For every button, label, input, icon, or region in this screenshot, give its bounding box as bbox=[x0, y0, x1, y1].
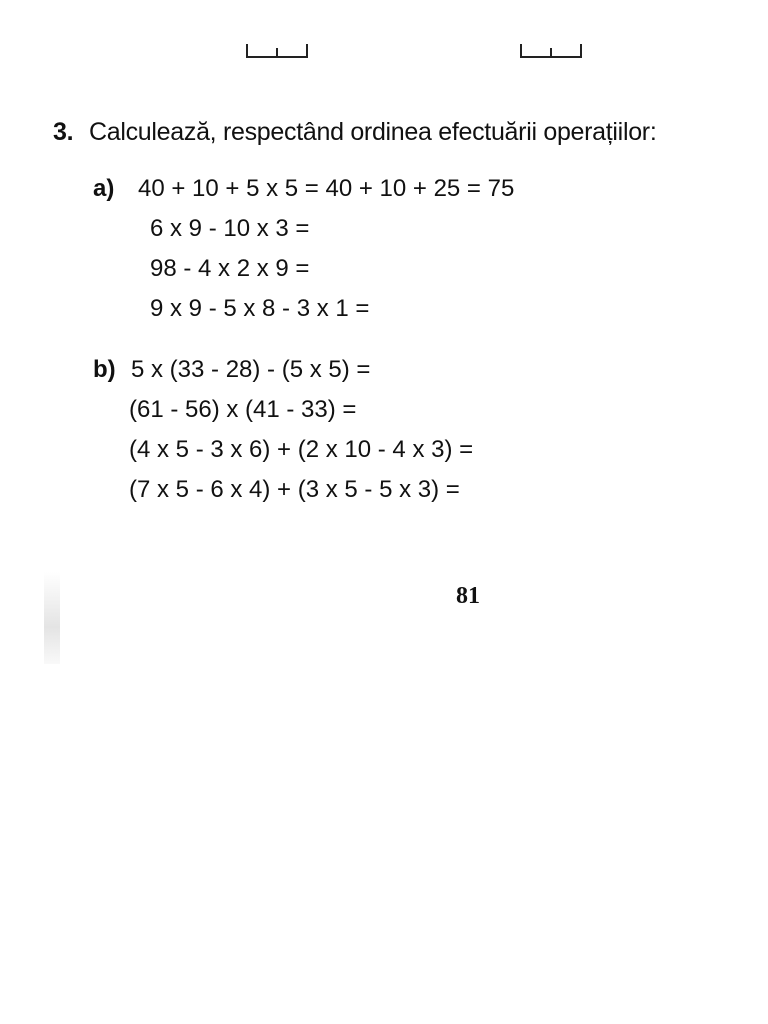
answer-box-divider bbox=[550, 48, 552, 56]
part-b-label: b) bbox=[93, 356, 116, 383]
equation-a2: 6 x 9 - 10 x 3 = bbox=[150, 215, 310, 242]
part-a-label: a) bbox=[93, 175, 115, 202]
equation-a4: 9 x 9 - 5 x 8 - 3 x 1 = bbox=[150, 295, 370, 322]
equation-b2: (61 - 56) x (41 - 33) = bbox=[129, 396, 357, 423]
exercise-3 bbox=[53, 114, 753, 503]
exercise-number: 3. bbox=[53, 118, 74, 146]
equation-a1: 40 + 10 + 5 x 5 = 40 + 10 + 25 = 75 bbox=[138, 175, 515, 202]
answer-box-left bbox=[246, 44, 308, 58]
equation-a3: 98 - 4 x 2 x 9 = bbox=[150, 255, 310, 282]
answer-box-right bbox=[520, 44, 582, 58]
equation-b4: (7 x 5 - 6 x 4) + (3 x 5 - 5 x 3) = bbox=[129, 476, 460, 503]
equation-b1: 5 x (33 - 28) - (5 x 5) = bbox=[131, 356, 371, 383]
page-number: 81 bbox=[456, 583, 480, 609]
answer-box-divider bbox=[276, 48, 278, 56]
equation-b3: (4 x 5 - 3 x 6) + (2 x 10 - 4 x 3) = bbox=[129, 436, 474, 463]
exercise-instruction: Calculează, respectând ordinea efectuării operațiilor: bbox=[89, 118, 657, 146]
scan-mark bbox=[44, 572, 60, 664]
exercise-header bbox=[53, 114, 753, 150]
